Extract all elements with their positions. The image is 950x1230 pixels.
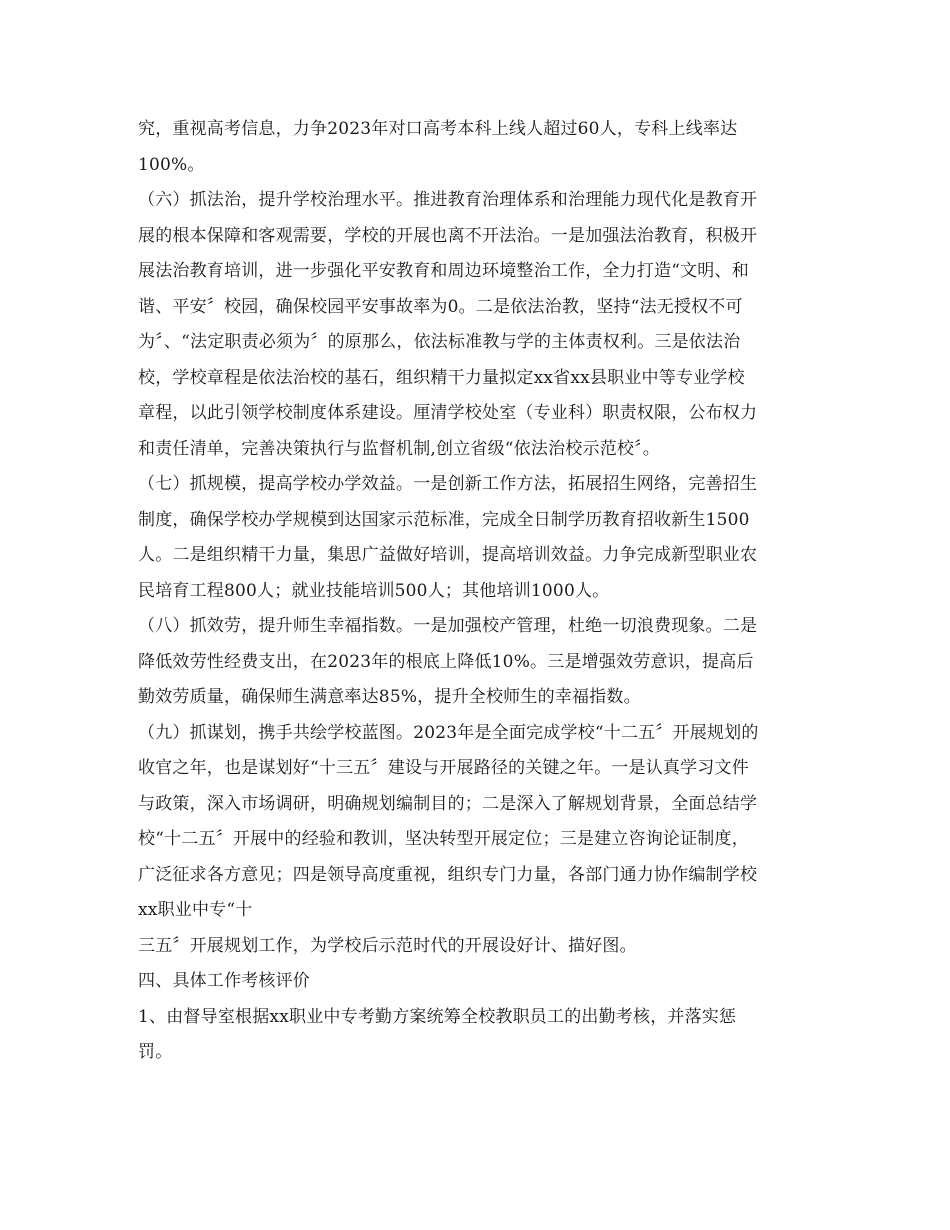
text-line: 章程，以此引领学校制度体系建设。厘清学校处室（专业科）职责权限，公布权力 bbox=[138, 403, 758, 423]
text-line: 民培育工程800人；就业技能培训500人；其他培训1000人。 bbox=[138, 580, 610, 601]
text-line: 1、由督导室根据xx职业中专考勤方案统筹全校教职员工的出勤考核，并落实惩 bbox=[138, 1006, 737, 1027]
section-heading-line: 四、具体工作考核评价 bbox=[138, 971, 310, 991]
text-line: 降低效劳性经费支出，在2023年的根底上降低10%。三是增强效劳意识，提高后 bbox=[138, 651, 754, 672]
section-heading-line: （七）抓规模，提高学校办学效益。一是创新工作方法，拓展招生网络，完善招生 bbox=[138, 474, 758, 494]
text-line: 与政策，深入市场调研，明确规划编制目的；二是深入了解规划背景，全面总结学 bbox=[138, 793, 758, 814]
text-line: 展的根本保障和客观需要，学校的开展也离不开法治。一是加强法治教育，积极开 bbox=[138, 225, 758, 246]
text-line: 广泛征求各方意见；四是领导高度重视，组织专门力量，各部门通力协作编制学校 bbox=[138, 864, 758, 885]
text-line: 展法治教育培训，进一步强化平安教育和周边环境整治工作，全力打造“文明、和 bbox=[138, 261, 749, 281]
text-line: 和责任清单，完善决策执行与监督机制,创立省级“依法治校示范校〞。 bbox=[138, 438, 660, 459]
text-line: 三五〞开展规划工作，为学校后示范时代的开展设好计、描好图。 bbox=[138, 935, 637, 956]
text-line: 为〞、“法定职责必须为〞的原那么，依法标准教与学的主体责权利。三是依法治 bbox=[138, 332, 741, 352]
document-body bbox=[138, 112, 818, 1071]
text-line: 究，重视高考信息，力争2023年对口高考本科上线人超过60人，专科上线率达 bbox=[138, 119, 738, 139]
section-heading-line: （九）抓谋划，携手共绘学校蓝图。2023年是全面完成学校“十二五〞开展规划的 bbox=[138, 722, 759, 743]
text-line: 勤效劳质量，确保师生满意率达85%，提升全校师生的幸福指数。 bbox=[138, 687, 641, 707]
text-line: 谐、平安〞校园，确保校园平安事故率为0。二是依法治教，坚持“法无授权不可 bbox=[138, 296, 743, 317]
text-line: 校“十二五〞开展中的经验和教训，坚决转型开展定位；三是建立咨询论证制度， bbox=[138, 829, 749, 849]
text-line: 100%。 bbox=[138, 154, 205, 175]
text-line: 收官之年，也是谋划好“十三五〞建设与开展路径的关键之年。一是认真学习文件 bbox=[138, 758, 749, 778]
text-line: 罚。 bbox=[138, 1042, 173, 1062]
text-line: 人。二是组织精干力量，集思广益做好培训，提高培训效益。力争完成新型职业农 bbox=[138, 545, 758, 565]
section-heading-line: （八）抓效劳，提升师生幸福指数。一是加强校产管理，杜绝一切浪费现象。二是 bbox=[138, 616, 758, 636]
text-line: xx职业中专“十 bbox=[138, 900, 253, 920]
section-heading-line: （六）抓法治，提升学校治理水平。推进教育治理体系和治理能力现代化是教育开 bbox=[138, 190, 758, 210]
text-line: 制度，确保学校办学规模到达国家示范标准，完成全日制学历教育招收新生1500 bbox=[138, 509, 750, 530]
text-line: 校，学校章程是依法治校的基石，组织精干力量拟定xx省xx县职业中等专业学校 bbox=[138, 367, 745, 388]
